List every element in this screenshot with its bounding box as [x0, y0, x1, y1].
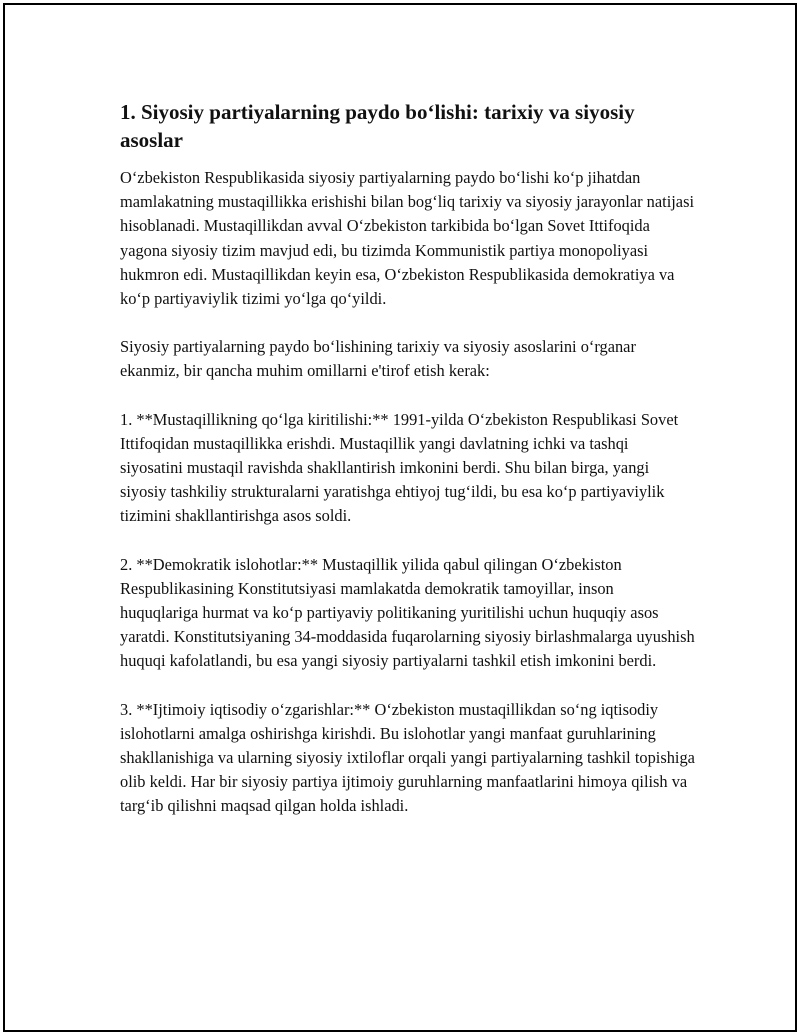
section-heading: 1. Siyosiy partiyalarning paydo bo‘lishi: tarixiy va siyosiy asoslar: [120, 100, 635, 152]
intro-paragraph: O‘zbekiston Respublikasida siyosiy partiyalarning paydo bo‘lishi ko‘p jihatdan mamlakatning mustaqillikka erishishi bilan bog‘liq tarixiy va siyosiy jarayonlar natijasi hisoblanadi. Mustaqillikdan avval O‘zbekiston tarkibida bo‘lgan Sovet Ittifoqida yagona siyosiy tizim mavjud edi, bu tizimda Kommunistik partiya monopoliyasi hukmron edi. Mustaqillikdan keyin esa, O‘zbekiston Respublikasida demokratiya va ko‘p partiyaviylik tizimi yo‘lga qo‘yildi.: [120, 168, 695, 309]
list-item-independence: 1. **Mustaqillikning qo‘lga kiritilishi:** 1991-yilda O‘zbekiston Respublikasi Sovet Ittifoqidan mustaqillikka erishdi. Mustaqillik yangi davlatning ichki va tashqi siyosatini mustaqil ravishda shakllantirish imkonini berdi. Shu bilan birga, yangi siyosiy tashkiliy strukturalarni yaratishga ehtiyoj tug‘ildi, bu esa ko‘p partiyaviylik tizimini shakllantirishga asos soldi.: [120, 409, 679, 526]
list-item-socioeconomic-changes: 3. **Ijtimoiy iqtisodiy o‘zgarishlar:** O‘zbekiston mustaqillikdan so‘ng iqtisodiy islohotlarni amalga oshirishga kirishdi. Bu islohotlar yangi manfaat guruhlarining shakllanishiga va ularning siyosiy ixtiloflar orqali yangi partiyalarning tashkil topishiga olib keldi. Har bir siyosiy partiya ijtimoiy guruhlarning manfaatlarini himoya qilish va targ‘ib qilishni maqsad qilgan holda ishladi.: [120, 699, 695, 816]
lead-in-paragraph: Siyosiy partiyalarning paydo bo‘lishining tarixiy va siyosiy asoslarini o‘rganar ekanmiz, bir qancha muhim omillarni e'tirof etish kerak:: [120, 337, 636, 381]
document-page: [3, 3, 797, 1032]
list-item-democratic-reforms: 2. **Demokratik islohotlar:** Mustaqillik yilida qabul qilingan O‘zbekiston Respublikasining Konstitutsiyasi mamlakatda demokratik tamoyillar, inson huquqlariga hurmat va ko‘p partiyaviy politikaning yuritilishi uchun huquqiy asos yaratdi. Konstitutsiyaning 34-moddasida fuqarolarning siyosiy birlashmalarga uyushish huquqi kafolatlandi, bu esa yangi siyosiy partiyalarni tashkil etish imkonini berdi.: [120, 554, 695, 671]
document-body: [120, 98, 695, 843]
